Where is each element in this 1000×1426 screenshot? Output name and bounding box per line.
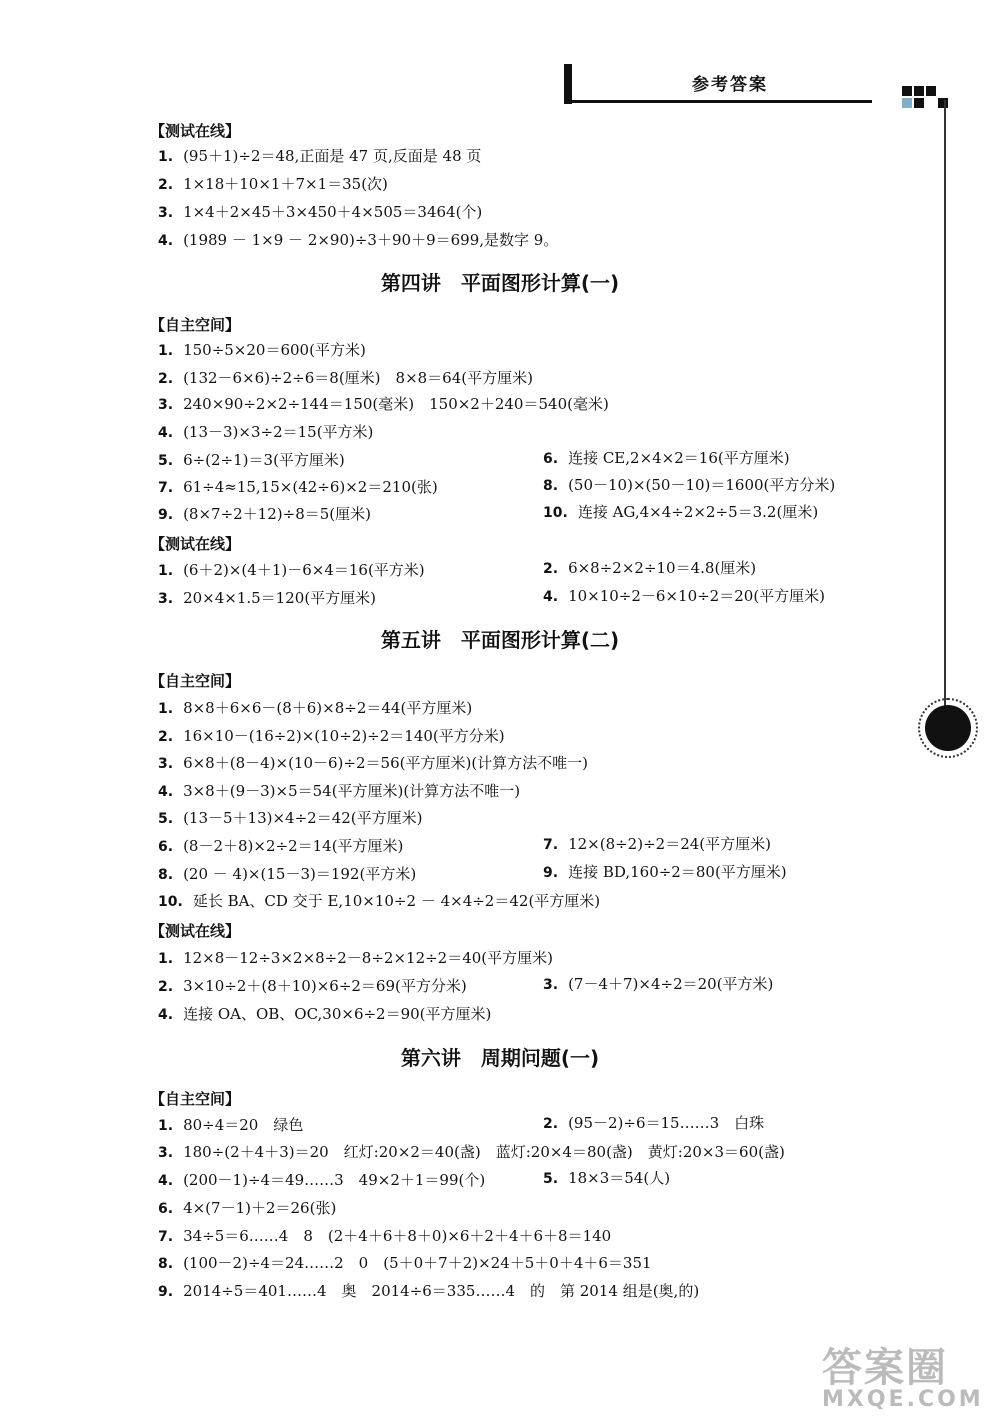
answer-line: 3. 20×4×1.5＝120(平方厘米) bbox=[158, 589, 377, 607]
section-tag: 【自主空间】 bbox=[150, 316, 241, 334]
answer-line: 7. 34÷5＝6……4 8 (2＋4＋6＋8＋0)×6＋2＋4＋6＋8＝140 bbox=[158, 1227, 612, 1245]
answer-line: 10. 连接 AG,4×4÷2×2÷5＝3.2(厘米) bbox=[543, 503, 819, 521]
answer-line: 5. 6÷(2÷1)＝3(平方厘米) bbox=[158, 451, 345, 469]
header-rule bbox=[572, 100, 872, 103]
answer-line: 4. 10×10÷2－6×10÷2＝20(平方厘米) bbox=[543, 587, 826, 605]
answer-line: 7. 12×(8÷2)÷2＝24(平方厘米) bbox=[543, 835, 771, 853]
answer-line: 5. 18×3＝54(人) bbox=[543, 1169, 671, 1187]
answer-line: 3. 240×90÷2×2÷144＝150(毫米) 150×2＋240＝540(毫米) bbox=[158, 395, 609, 413]
answer-line: 1. 8×8＋6×6－(8＋6)×8÷2＝44(平方厘米) bbox=[158, 699, 473, 717]
answer-line: 3. 180÷(2＋4＋3)＝20 红灯:20×2＝40(盏) 蓝灯:20×4＝80(盏) 黄灯:20×3＝60(盏) bbox=[158, 1143, 785, 1161]
margin-circle-dot bbox=[925, 705, 971, 751]
lecture-heading: 第六讲 周期问题(一) bbox=[400, 1046, 600, 1070]
answer-line: 4. (200－1)÷4＝49……3 49×2＋1＝99(个) bbox=[158, 1171, 486, 1189]
answer-line: 7. 61÷4≈15,15×(42÷6)×2＝210(张) bbox=[158, 478, 438, 496]
answer-line: 2. (132－6×6)÷2÷6＝8(厘米) 8×8＝64(平方厘米) bbox=[158, 369, 533, 387]
answer-line: 4. (13－3)×3÷2＝15(平方米) bbox=[158, 423, 374, 441]
answer-line: 9. 连接 BD,160÷2＝80(平方厘米) bbox=[543, 863, 787, 881]
answer-line: 8. (100－2)÷4＝24……2 0 (5＋0＋7＋2)×24＋5＋0＋4＋6＝351 bbox=[158, 1254, 652, 1272]
answer-line: 2. 16×10－(16÷2)×(10÷2)÷2＝140(平方分米) bbox=[158, 727, 505, 745]
answer-line: 5. (13－5＋13)×4÷2＝42(平方厘米) bbox=[158, 809, 423, 827]
answer-line: 9. 2014÷5＝401……4 奥 2014÷6＝335……4 的 第 2014 组是(奥,的) bbox=[158, 1282, 700, 1300]
answer-line: 1. 12×8－12÷3×2×8÷2－8÷2×12÷2＝40(平方厘米) bbox=[158, 949, 554, 967]
lecture-heading: 第五讲 平面图形计算(二) bbox=[380, 628, 620, 652]
section-tag: 【测试在线】 bbox=[150, 535, 241, 553]
answer-line: 4. 连接 OA、OB、OC,30×6÷2＝90(平方厘米) bbox=[158, 1005, 492, 1023]
answer-line: 3. (7－4＋7)×4÷2＝20(平方米) bbox=[543, 975, 774, 993]
page-header-title: 参考答案 bbox=[692, 75, 768, 95]
section-tag: 【自主空间】 bbox=[150, 672, 241, 690]
answer-line: 1. (6＋2)×(4＋1)－6×4＝16(平方米) bbox=[158, 561, 425, 579]
answer-line: 1. (95＋1)÷2＝48,正面是 47 页,反面是 48 页 bbox=[158, 147, 482, 165]
section-tag: 【测试在线】 bbox=[150, 122, 241, 140]
answer-line: 1. 150÷5×20＝600(平方米) bbox=[158, 341, 366, 359]
answer-line: 1. 80÷4＝20 绿色 bbox=[158, 1116, 304, 1134]
answer-line: 4. (1989 － 1×9 － 2×90)÷3＋90＋9＝699,是数字 9。 bbox=[158, 231, 559, 249]
answer-line: 8. (50－10)×(50－10)＝1600(平方分米) bbox=[543, 476, 836, 494]
header-grid-decoration bbox=[902, 86, 948, 106]
answer-line: 6. 连接 CE,2×4×2＝16(平方厘米) bbox=[543, 449, 790, 467]
lecture-heading: 第四讲 平面图形计算(一) bbox=[380, 271, 620, 295]
answer-line: 10. 延长 BA、CD 交于 E,10×10÷2 － 4×4÷2＝42(平方厘米) bbox=[158, 892, 601, 910]
section-tag: 【自主空间】 bbox=[150, 1090, 241, 1108]
answer-line: 3. 1×4＋2×45＋3×450＋4×505＝3464(个) bbox=[158, 203, 483, 221]
answer-line: 2. 6×8÷2×2÷10＝4.8(厘米) bbox=[543, 559, 757, 577]
watermark-logo: 答案圈 MXQE.COM bbox=[822, 1345, 984, 1412]
header-bar bbox=[564, 64, 572, 104]
answer-line: 6. 4×(7－1)＋2＝26(张) bbox=[158, 1199, 337, 1217]
answer-line: 8. (20 － 4)×(15－3)＝192(平方米) bbox=[158, 865, 417, 883]
answer-line: 3. 6×8＋(8－4)×(10－6)÷2＝56(平方厘米)(计算方法不唯一) bbox=[158, 754, 589, 772]
answer-line: 2. (95－2)÷6＝15……3 白珠 bbox=[543, 1114, 765, 1132]
answer-line: 2. 1×18＋10×1＋7×1＝35(次) bbox=[158, 175, 388, 193]
answer-line: 2. 3×10÷2＋(8＋10)×6÷2＝69(平方分米) bbox=[158, 977, 467, 995]
answer-line: 6. (8－2＋8)×2÷2＝14(平方厘米) bbox=[158, 837, 404, 855]
section-tag: 【测试在线】 bbox=[150, 922, 241, 940]
answer-line: 4. 3×8＋(9－3)×5＝54(平方厘米)(计算方法不唯一) bbox=[158, 782, 521, 800]
answer-line: 9. (8×7÷2＋12)÷8＝5(厘米) bbox=[158, 505, 371, 523]
